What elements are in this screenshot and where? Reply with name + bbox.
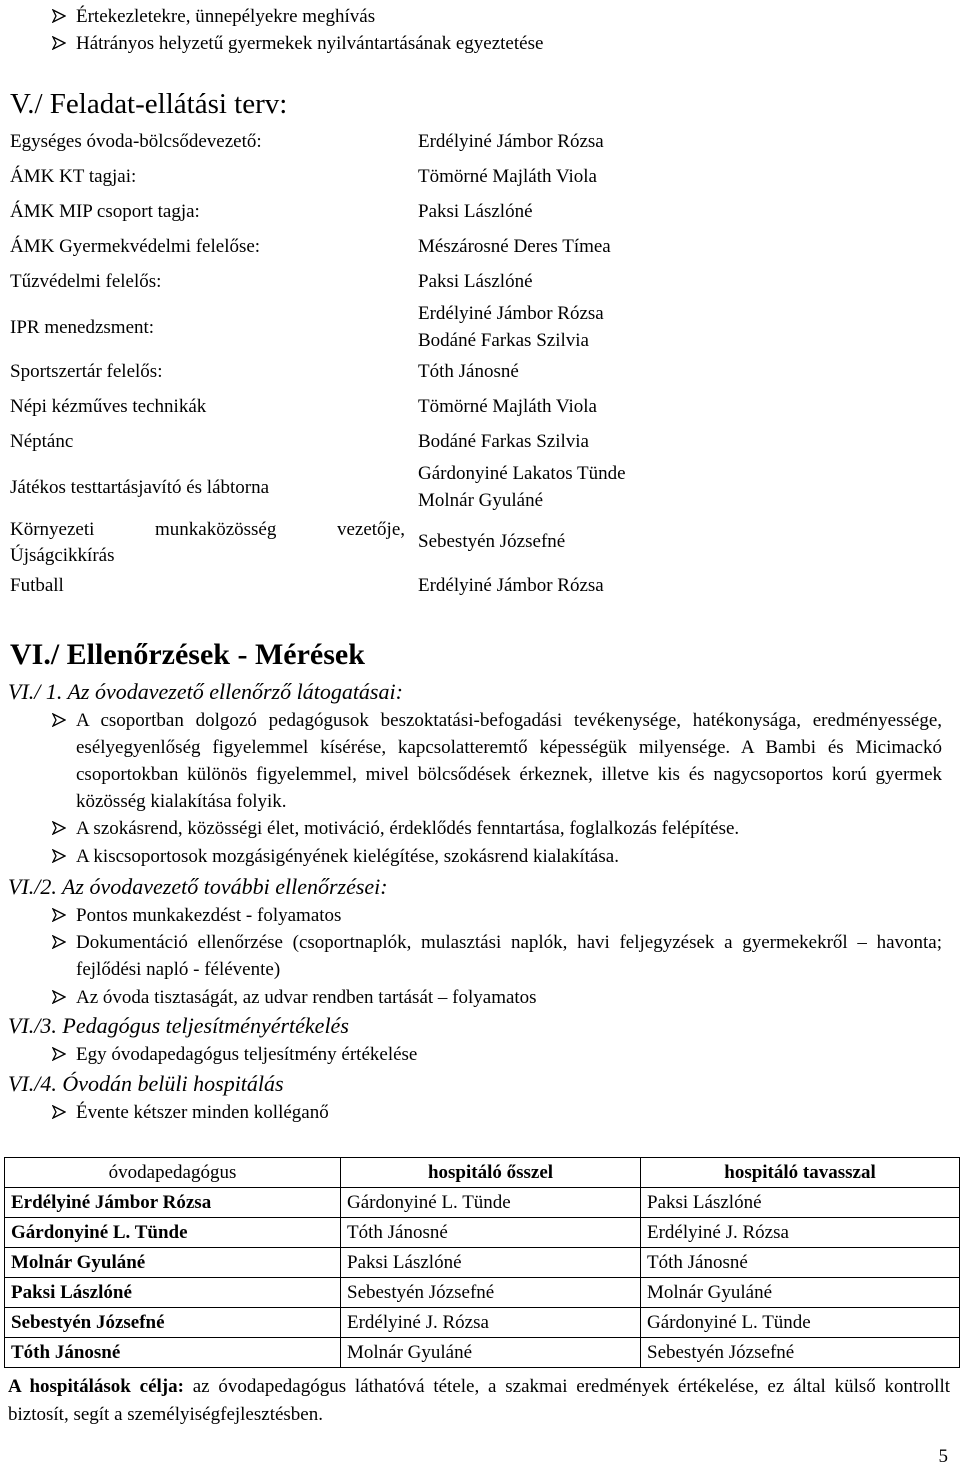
role-names: Gárdonyiné Lakatos Tünde	[418, 463, 626, 484]
table-cell: Paksi Lászlóné	[641, 1188, 960, 1218]
subsection-heading: VI./2. Az óvodavezető további ellenőrzései:	[8, 874, 388, 899]
role-label: IPR menedzsment:	[10, 317, 155, 338]
role-names: Bodáné Farkas Szilvia	[418, 431, 589, 452]
subsection-heading: VI./ 1. Az óvodavezető ellenőrző látogatásai:	[8, 679, 403, 704]
role-label: ÁMK Gyermekvédelmi felelőse:	[10, 236, 261, 257]
arrow-bullet-icon	[52, 908, 66, 922]
bullet-item: Dokumentáció ellenőrzése (csoportnaplók, mulasztási naplók, havi feljegyzések a gyermekekről – havonta; fejlődési napló - félévente)	[52, 929, 942, 983]
role-names: Sebestyén Józsefné	[418, 531, 566, 552]
table-row	[5, 1338, 960, 1368]
role-label: ÁMK KT tagjai:	[10, 166, 137, 187]
table-cell: Molnár Gyuláné	[341, 1338, 641, 1368]
table-cell: Sebestyén Józsefné	[641, 1338, 960, 1368]
role-label: Egységes óvoda-bölcsődevezető:	[10, 131, 262, 152]
role-names: Mészárosné Deres Tímea	[418, 236, 611, 257]
table-row	[5, 1248, 960, 1278]
role-label: Környezeti munkaközösség vezetője,	[10, 519, 405, 540]
role-label: Futball	[10, 575, 64, 596]
arrow-bullet-icon	[52, 9, 66, 23]
arrow-bullet-icon	[52, 36, 66, 50]
table-row	[5, 1188, 960, 1218]
section-heading: V./ Feladat-ellátási terv:	[10, 88, 288, 120]
table-cell: Sebestyén Józsefné	[5, 1308, 341, 1338]
role-label: Népi kézműves technikák	[10, 396, 207, 417]
role-names: Molnár Gyuláné	[418, 490, 544, 511]
arrow-bullet-icon	[52, 1047, 66, 1061]
table-cell: Molnár Gyuláné	[5, 1248, 341, 1278]
arrow-bullet-icon	[52, 821, 66, 835]
column-header: hospitáló tavasszal	[641, 1158, 960, 1188]
bullet-item: A szokásrend, közösségi élet, motiváció, érdeklődés fenntartása, foglalkozás felépítése.	[52, 815, 942, 842]
role-names: Paksi Lászlóné	[418, 271, 533, 292]
role-names: Paksi Lászlóné	[418, 201, 533, 222]
subsection-heading: VI./3. Pedagógus teljesítményértékelés	[8, 1013, 349, 1038]
table-cell: Gárdonyiné L. Tünde	[5, 1218, 341, 1248]
table-header-row	[5, 1158, 960, 1188]
goal-text: az óvodapedagógus láthatóvá tétele, a szakmai eredmények értékelése, ez által külső kontrollt biztosít, segít a személyiségfejlesztésben.	[8, 1376, 950, 1425]
arrow-bullet-icon	[52, 1105, 66, 1119]
table-cell: Paksi Lászlóné	[341, 1248, 641, 1278]
table-cell: Tóth Jánosné	[5, 1338, 341, 1368]
role-label: ÁMK MIP csoport tagja:	[10, 201, 200, 222]
table-cell: Erdélyiné J. Rózsa	[341, 1308, 641, 1338]
table-row	[5, 1278, 960, 1308]
arrow-bullet-icon	[52, 935, 66, 949]
column-header: hospitáló ősszel	[341, 1158, 641, 1188]
table-cell: Tóth Jánosné	[641, 1248, 960, 1278]
role-names: Bodáné Farkas Szilvia	[418, 330, 589, 351]
role-label: Tűzvédelmi felelős:	[10, 271, 162, 292]
role-names: Erdélyiné Jámbor Rózsa	[418, 131, 604, 152]
table-cell: Erdélyiné Jámbor Rózsa	[5, 1188, 341, 1218]
role-names: Tóth Jánosné	[418, 361, 519, 382]
role-names: Tömörné Majláth Viola	[418, 166, 597, 187]
role-names: Tömörné Majláth Viola	[418, 396, 597, 417]
role-names: Erdélyiné Jámbor Rózsa	[418, 303, 604, 324]
table-cell: Erdélyiné J. Rózsa	[641, 1218, 960, 1248]
page-number: 5	[938, 1446, 948, 1467]
table-row	[5, 1308, 960, 1338]
table-cell: Gárdonyiné L. Tünde	[341, 1188, 641, 1218]
bullet-item: A csoportban dolgozó pedagógusok beszoktatási-befogadási tevékenysége, hatékonysága, eredményessége, esélyegyenlőség figyelemmel kísérése, kapcsolatteremtő képességük milyensége. A Bambi és Micimackó csoportokban különös figyelemmel, mivel bölcsődések érkeznek, illetve kis és nagycsoportos korú gyermek közösség kialakítása folyik.	[52, 707, 942, 815]
subsection-heading: VI./4. Óvodán belüli hospitálás	[8, 1071, 284, 1096]
column-header: óvodapedagógus	[5, 1158, 341, 1188]
bullet-item: Értekezletekre, ünnepélyekre meghívás	[52, 3, 942, 30]
role-label: Újságcikkírás	[10, 545, 115, 566]
arrow-bullet-icon	[52, 990, 66, 1004]
hospitation-table	[4, 1157, 960, 1368]
table-cell: Paksi Lászlóné	[5, 1278, 341, 1308]
role-label: Sportszertár felelős:	[10, 361, 163, 382]
role-label: Néptánc	[10, 431, 74, 452]
bullet-item: Egy óvodapedagógus teljesítmény értékelése	[52, 1041, 942, 1068]
table-cell: Molnár Gyuláné	[641, 1278, 960, 1308]
bullet-item: Évente kétszer minden kolléganő	[52, 1099, 942, 1126]
hospitation-goal-paragraph	[8, 1373, 950, 1429]
arrow-bullet-icon	[52, 849, 66, 863]
role-names: Erdélyiné Jámbor Rózsa	[418, 575, 604, 596]
table-cell: Sebestyén Józsefné	[341, 1278, 641, 1308]
section-heading: VI./ Ellenőrzések - Mérések	[10, 638, 365, 671]
bullet-item: Pontos munkakezdést - folyamatos	[52, 902, 942, 929]
goal-label: A hospitálások célja:	[8, 1376, 184, 1397]
table-cell: Gárdonyiné L. Tünde	[641, 1308, 960, 1338]
table-row	[5, 1218, 960, 1248]
role-label: Játékos testtartásjavító és lábtorna	[10, 477, 270, 498]
bullet-item: A kiscsoportosok mozgásigényének kielégítése, szokásrend kialakítása.	[52, 843, 942, 870]
bullet-item: Az óvoda tisztaságát, az udvar rendben tartását – folyamatos	[52, 984, 942, 1011]
table-cell: Tóth Jánosné	[341, 1218, 641, 1248]
arrow-bullet-icon	[52, 713, 66, 727]
bullet-item: Hátrányos helyzetű gyermekek nyilvántartásának egyeztetése	[52, 30, 942, 57]
